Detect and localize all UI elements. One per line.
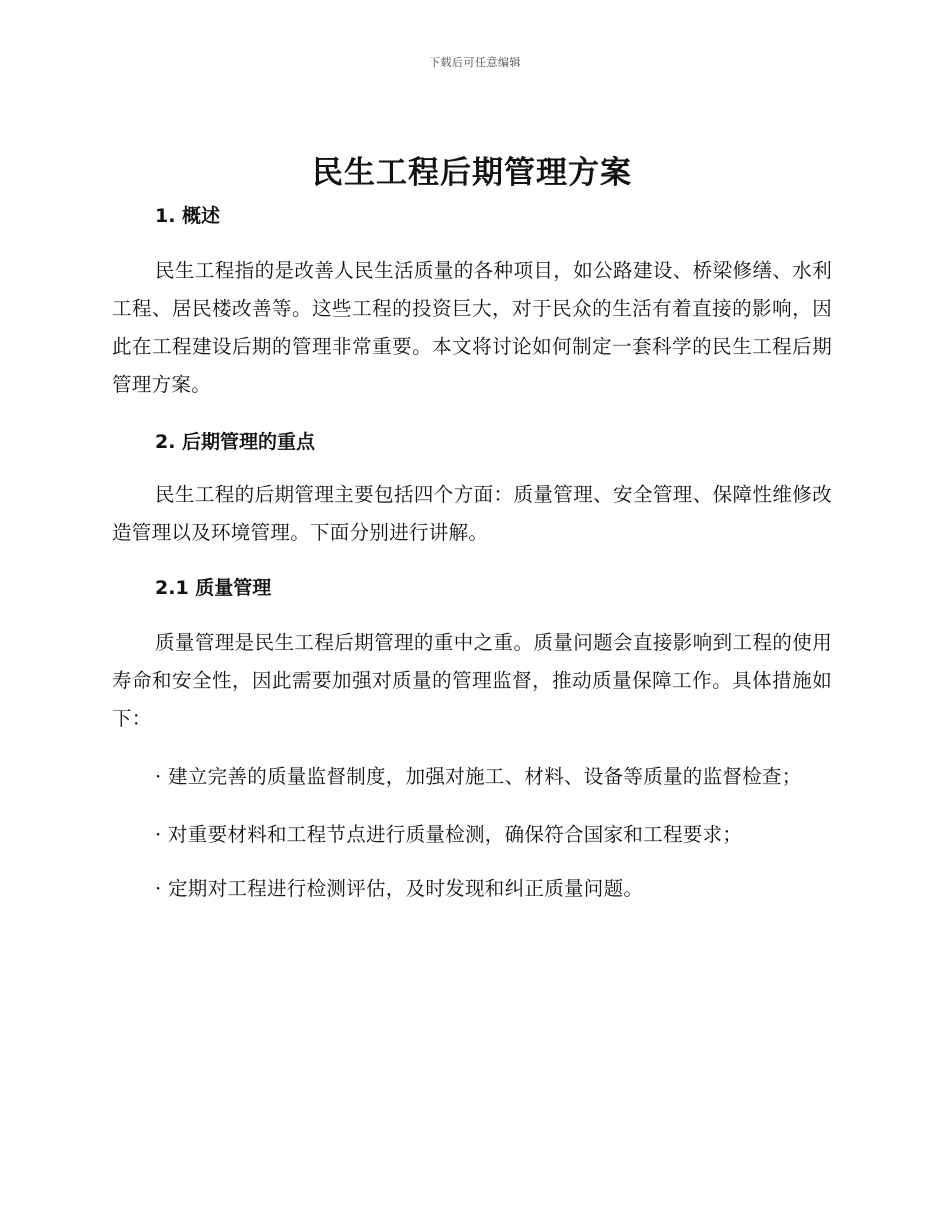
paragraph-key-points: 民生工程的后期管理主要包括四个方面：质量管理、安全管理、保障性维修改造管理以及环境管理。下面分别进行讲解。 <box>112 483 832 544</box>
document-body <box>112 150 832 908</box>
paragraph-overview: 民生工程指的是改善人民生活质量的各种项目，如公路建设、桥梁修缮、水利工程、居民楼改善等。这些工程的投资巨大，对于民众的生活有着直接的影响，因此在工程建设后期的管理非常重要。本文将讨论如何制定一套科学的民生工程后期管理方案。 <box>112 259 832 396</box>
section-heading-overview: 1. 概述 <box>155 205 221 227</box>
paragraph-quality: 质量管理是民生工程后期管理的重中之重。质量问题会直接影响到工程的使用寿命和安全性，因此需要加强对质量的管理监督，推动质量保障工作。具体措施如下： <box>112 631 832 730</box>
header-note: 下载后可任意编辑 <box>429 56 521 69</box>
section-heading-quality: 2.1 质量管理 <box>155 577 272 599</box>
bullet-item: · 对重要材料和工程节点进行质量检测，确保符合国家和工程要求； <box>155 823 743 846</box>
document-title: 民生工程后期管理方案 <box>312 155 632 191</box>
section-heading-key-points: 2. 后期管理的重点 <box>155 431 316 453</box>
bullet-item: · 定期对工程进行检测评估，及时发现和纠正质量问题。 <box>155 877 644 900</box>
bullet-item: · 建立完善的质量监督制度，加强对施工、材料、设备等质量的监督检查； <box>155 765 802 788</box>
